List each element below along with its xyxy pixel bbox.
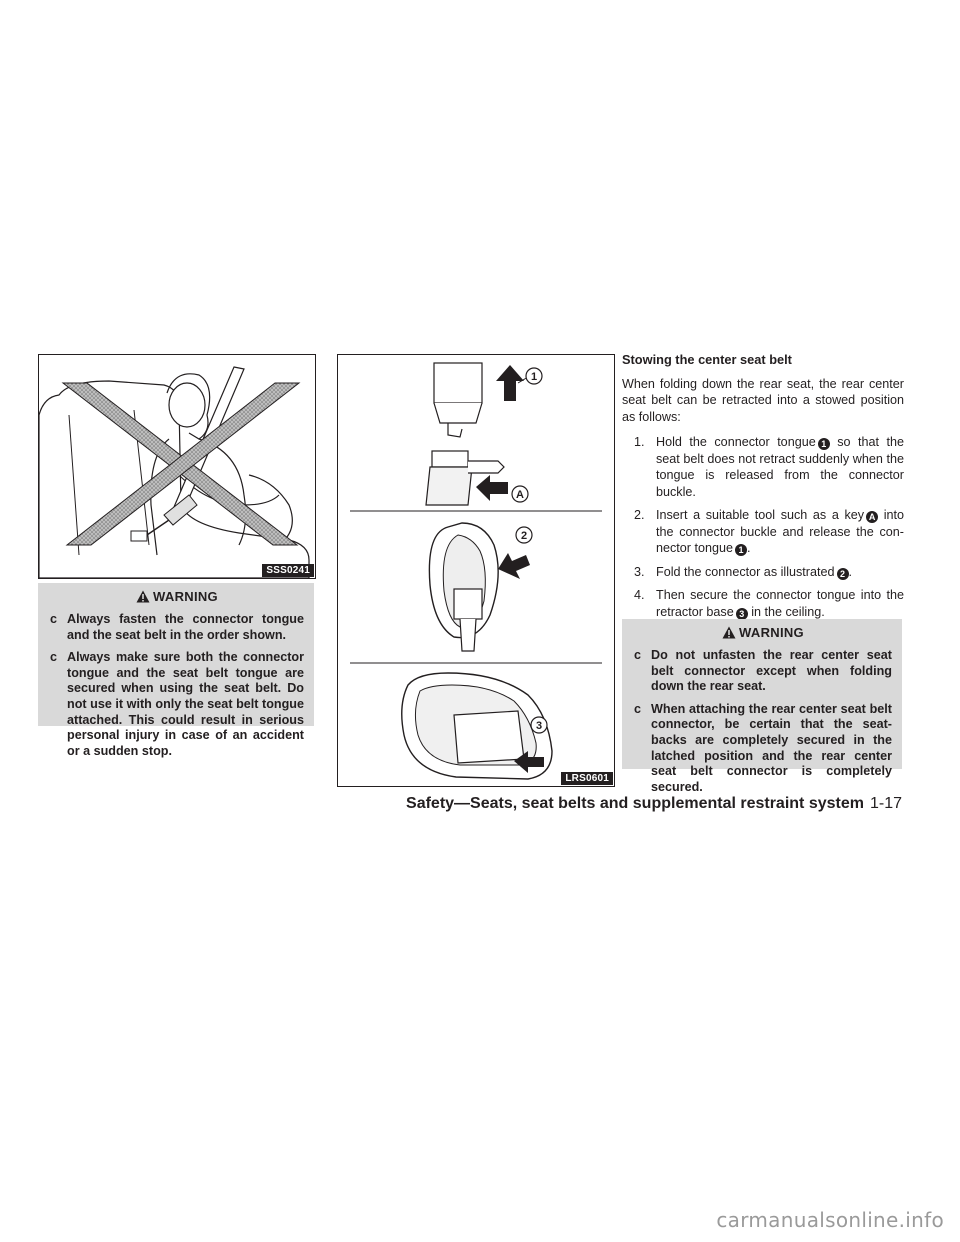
callout-circle-icon: 1 xyxy=(735,544,747,556)
section-heading: Stowing the center seat belt xyxy=(622,352,792,367)
illustration-seat-belt-wrong xyxy=(38,354,316,579)
warning-item: c Always make sure both the connector tongue and the seat belt tongue are secured when using the seat belt. Do not use it with only the seat belt tongue attached. This could result in serious personal injury in case of an accident or a sudden stop. xyxy=(50,650,304,758)
seat-belt-crossed-out-drawing xyxy=(39,355,315,578)
callout-2 xyxy=(516,527,532,543)
warning-item: c When attaching the rear center seat belt connector, be certain that the seat- backs are completely secured in the latched position and the rear center seat belt connector is completely secured. xyxy=(634,701,892,794)
instruction-step: 1. Hold the connector tongue 1 so that the seat belt does not retract suddenly when the tongue is released from the connector buckle. xyxy=(634,435,905,499)
warning-item: c Do not unfasten the rear center seat belt connector except when folding down the rear seat. xyxy=(634,648,892,694)
warning-title: WARNING xyxy=(50,589,304,604)
warning-triangle-icon xyxy=(722,626,736,639)
warning-item: c Always fasten the connector tongue and the seat belt in the order shown. xyxy=(50,612,304,642)
svg-text:2: 2 xyxy=(520,530,528,542)
figure-code: SSS0241 xyxy=(262,564,314,577)
svg-text:A: A xyxy=(516,489,524,501)
figure-code: LRS0601 xyxy=(561,772,613,785)
warning-box-left xyxy=(38,583,314,758)
connector-steps-drawing xyxy=(338,355,614,786)
instruction-step: 4. Then secure the connector tongue into the retractor base 3 in the ceiling. xyxy=(634,588,904,619)
callout-circle-icon: 2 xyxy=(837,568,849,580)
bullet-icon: c xyxy=(50,612,58,626)
callout-3 xyxy=(531,717,547,733)
callout-circle-icon: 3 xyxy=(736,608,748,620)
instruction-step: 2. Insert a suitable tool such as a key A into the connector buckle and release the con- nector tongue 1 . xyxy=(634,508,904,555)
callout-circle-icon: A xyxy=(866,511,878,523)
instruction-step: 3. Fold the connector as illustrated 2 . xyxy=(634,564,853,579)
warning-title: WARNING xyxy=(634,625,892,640)
warning-triangle-icon xyxy=(136,590,150,603)
page-number: 1-17 xyxy=(869,795,902,812)
illustration-connector-stowing xyxy=(337,354,615,787)
callout-circle-icon: 1 xyxy=(818,438,830,450)
watermark: carmanualsonline.info xyxy=(716,1208,944,1232)
section-intro: When folding down the rear seat, the rear center seat belt can be retracted into a stowed position as follows: xyxy=(622,376,904,424)
warning-box-right xyxy=(622,619,902,794)
right-column xyxy=(622,352,904,627)
bullet-icon: c xyxy=(634,701,642,716)
callout-1 xyxy=(518,368,542,384)
callout-A xyxy=(512,486,528,502)
svg-text:3: 3 xyxy=(535,720,543,732)
svg-text:1: 1 xyxy=(530,371,538,383)
bullet-icon: c xyxy=(634,648,642,662)
bullet-icon: c xyxy=(50,650,58,665)
page-footer xyxy=(406,795,902,813)
footer-section-title: Safety—Seats, seat belts and supplemental restraint system xyxy=(406,795,864,812)
